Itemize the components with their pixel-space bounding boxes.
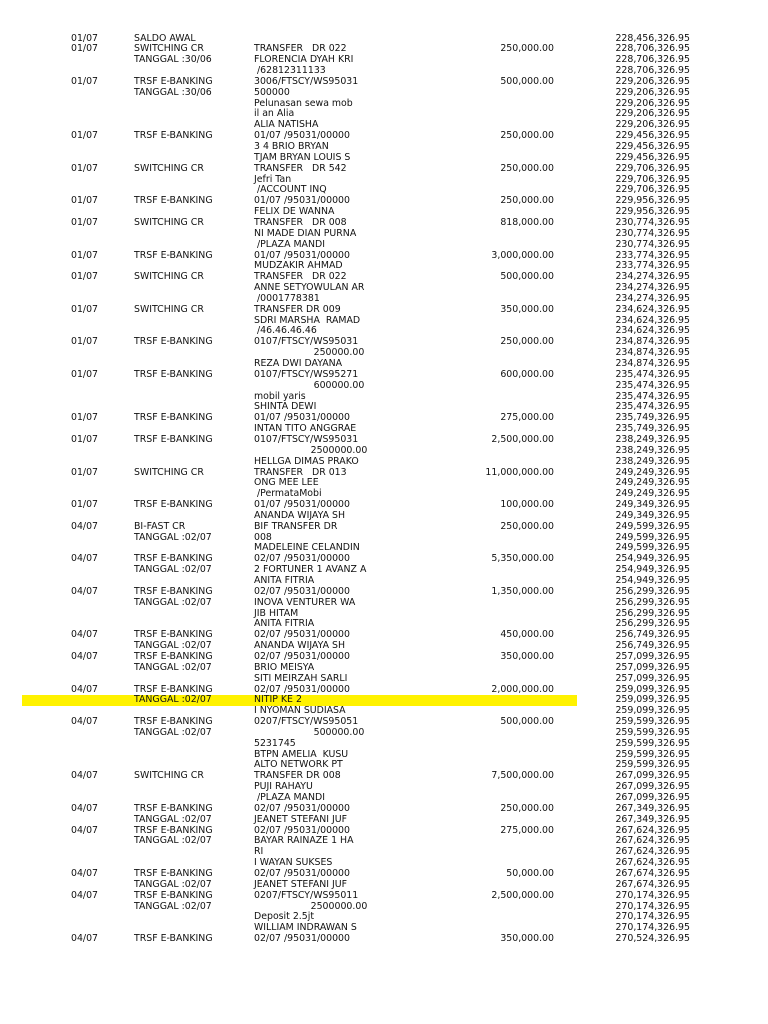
- transaction-description: WILLIAM INDRAWAN S: [254, 922, 357, 934]
- transaction-amount: 1,350,000.00: [491, 585, 554, 597]
- running-balance: 234,624,326.95: [615, 314, 690, 326]
- running-balance: 234,274,326.95: [615, 292, 690, 304]
- running-balance: 270,174,326.95: [615, 900, 690, 912]
- transaction-amount: 275,000.00: [500, 824, 554, 836]
- transaction-date: 01/07: [71, 433, 99, 445]
- running-balance: 228,706,326.95: [615, 65, 690, 77]
- transaction-description: REZA DWI DAYANA: [254, 358, 343, 369]
- statement-row: [0, 663, 768, 674]
- transaction-amount: 350,000.00: [500, 933, 554, 945]
- running-balance: 267,624,326.95: [615, 857, 690, 869]
- transaction-type: TRSF E-BANKING: [134, 650, 213, 662]
- running-balance: 229,956,326.95: [615, 195, 690, 207]
- running-balance: 238,249,326.95: [615, 444, 690, 456]
- transaction-amount: 350,000.00: [500, 303, 554, 315]
- statement-row: [0, 891, 768, 902]
- transaction-description: 2500000.00: [254, 900, 368, 912]
- transaction-amount: 250,000.00: [500, 802, 554, 814]
- transaction-amount: 818,000.00: [500, 216, 554, 228]
- transaction-amount: 350,000.00: [500, 650, 554, 662]
- transaction-date: 01/07: [71, 32, 99, 44]
- statement-row: [0, 598, 768, 609]
- transaction-description: BIF TRANSFER DR: [254, 520, 338, 532]
- transaction-type: TRSF E-BANKING: [134, 130, 213, 142]
- running-balance: 267,674,326.95: [615, 867, 690, 879]
- transaction-type: TANGGAL :30/06: [134, 54, 212, 66]
- transaction-date: 04/07: [71, 553, 99, 565]
- transaction-date: 01/07: [71, 271, 99, 283]
- running-balance: 256,299,326.95: [615, 618, 690, 630]
- transaction-amount: 250,000.00: [500, 130, 554, 142]
- running-balance: 254,949,326.95: [615, 575, 690, 586]
- transaction-date: 01/07: [71, 43, 99, 55]
- transaction-description: NI MADE DIAN PURNA: [254, 227, 357, 239]
- transaction-description: 0107/FTSCY/WS95031: [254, 336, 359, 348]
- running-balance: 229,456,326.95: [615, 141, 690, 152]
- running-balance: 234,874,326.95: [615, 347, 690, 359]
- transaction-description: JIB HITAM: [254, 607, 299, 619]
- transaction-date: 04/07: [71, 683, 99, 695]
- transaction-type: TRSF E-BANKING: [134, 683, 213, 695]
- transaction-amount: 250,000.00: [500, 520, 554, 532]
- transaction-description: 01/07 /95031/00000: [254, 412, 350, 424]
- transaction-description: ALIA NATISHA: [254, 119, 319, 131]
- transaction-type: TRSF E-BANKING: [134, 585, 213, 597]
- running-balance: 259,599,326.95: [615, 759, 690, 771]
- transaction-type: SWITCHING CR: [134, 770, 204, 782]
- transaction-description: BRIO MEISYA: [254, 661, 315, 673]
- running-balance: 267,624,326.95: [615, 846, 690, 858]
- running-balance: 267,349,326.95: [615, 813, 690, 825]
- running-balance: 257,099,326.95: [615, 672, 690, 684]
- running-balance: 238,249,326.95: [615, 455, 690, 467]
- transaction-description: ALTO NETWORK PT: [254, 759, 343, 771]
- transaction-description: ANANDA WIJAYA SH: [254, 509, 346, 521]
- running-balance: 230,774,326.95: [615, 238, 690, 250]
- transaction-description: ANANDA WIJAYA SH: [254, 640, 346, 652]
- running-balance: 259,599,326.95: [615, 737, 690, 749]
- running-balance: 233,774,326.95: [615, 249, 690, 261]
- transaction-description: 5231745: [254, 737, 296, 749]
- transaction-type: TRSF E-BANKING: [134, 802, 213, 814]
- transaction-date: 04/07: [71, 629, 99, 641]
- statement-row: [0, 815, 768, 826]
- transaction-date: 01/07: [71, 216, 99, 228]
- transaction-description: 3 4 BRIO BRYAN: [254, 141, 329, 152]
- transaction-type: SWITCHING CR: [134, 271, 204, 283]
- running-balance: 270,174,326.95: [615, 911, 690, 923]
- running-balance: 234,874,326.95: [615, 336, 690, 348]
- transaction-description: 2 FORTUNER 1 AVANZ A: [254, 564, 367, 576]
- running-balance: 229,706,326.95: [615, 184, 690, 196]
- running-balance: 235,749,326.95: [615, 412, 690, 424]
- transaction-amount: 250,000.00: [500, 43, 554, 55]
- running-balance: 256,299,326.95: [615, 596, 690, 608]
- running-balance: 235,474,326.95: [615, 390, 690, 402]
- running-balance: 230,774,326.95: [615, 216, 690, 228]
- transaction-description: 0107/FTSCY/WS95031: [254, 433, 359, 445]
- transaction-description: NITIP KE 2: [254, 694, 302, 706]
- running-balance: 233,774,326.95: [615, 260, 690, 272]
- running-balance: 235,474,326.95: [615, 401, 690, 413]
- running-balance: 270,174,326.95: [615, 922, 690, 934]
- transaction-description: TJAM BRYAN LOUIS S: [254, 151, 351, 163]
- running-balance: 256,299,326.95: [615, 585, 690, 597]
- running-balance: 228,706,326.95: [615, 54, 690, 66]
- transaction-description: il an Alia: [254, 108, 295, 120]
- running-balance: 254,949,326.95: [615, 553, 690, 565]
- running-balance: 257,099,326.95: [615, 661, 690, 673]
- transaction-description: MADELEINE CELANDIN: [254, 542, 360, 554]
- transaction-description: PUJI RAHAYU: [254, 781, 313, 793]
- transaction-type: SWITCHING CR: [134, 466, 204, 478]
- transaction-description: I NYOMAN SUDIASA: [254, 705, 346, 717]
- transaction-type: TRSF E-BANKING: [134, 553, 213, 565]
- running-balance: 259,599,326.95: [615, 748, 690, 760]
- transaction-date: 01/07: [71, 75, 99, 87]
- statement-row: [0, 739, 768, 750]
- statement-row: [0, 381, 768, 392]
- running-balance: 234,624,326.95: [615, 325, 690, 337]
- transaction-type: TRSF E-BANKING: [134, 629, 213, 641]
- transaction-date: 04/07: [71, 889, 99, 901]
- transaction-description: ONG MEE LEE: [254, 477, 319, 489]
- transaction-description: I WAYAN SUKSES: [254, 857, 333, 869]
- running-balance: 270,524,326.95: [615, 933, 690, 945]
- running-balance: 270,174,326.95: [615, 889, 690, 901]
- statement-row: [0, 522, 768, 533]
- transaction-description: 02/07 /95031/00000: [254, 802, 350, 814]
- transaction-description: JEANET STEFANI JUF: [254, 878, 348, 890]
- transaction-type: TANGGAL :02/07: [134, 596, 212, 608]
- statement-row: [0, 229, 768, 240]
- running-balance: 267,099,326.95: [615, 792, 690, 803]
- transaction-amount: 450,000.00: [500, 629, 554, 641]
- running-balance: 249,249,326.95: [615, 477, 690, 489]
- transaction-type: TANGGAL :02/07: [134, 640, 212, 652]
- transaction-amount: 3,000,000.00: [491, 249, 554, 261]
- transaction-type: TRSF E-BANKING: [134, 867, 213, 879]
- transaction-type: SWITCHING CR: [134, 162, 204, 174]
- running-balance: 249,599,326.95: [615, 531, 690, 543]
- transaction-description: BTPN AMELIA KUSU: [254, 748, 349, 760]
- transaction-type: TRSF E-BANKING: [134, 336, 213, 348]
- transaction-type: TRSF E-BANKING: [134, 824, 213, 836]
- running-balance: 238,249,326.95: [615, 433, 690, 445]
- transaction-type: TANGGAL :02/07: [134, 878, 212, 890]
- running-balance: 256,749,326.95: [615, 640, 690, 652]
- statement-row: [0, 305, 768, 316]
- transaction-description: Pelunasan sewa mob: [254, 97, 353, 109]
- statement-row: [0, 240, 768, 251]
- transaction-description: 02/07 /95031/00000: [254, 867, 350, 879]
- transaction-amount: 2,500,000.00: [491, 889, 554, 901]
- transaction-date: 04/07: [71, 933, 99, 945]
- transaction-description: JEANET STEFANI JUF: [254, 813, 348, 825]
- statement-row: [0, 674, 768, 685]
- transaction-type: TANGGAL :02/07: [134, 531, 212, 543]
- running-balance: 259,599,326.95: [615, 716, 690, 728]
- transaction-date: 01/07: [71, 303, 99, 315]
- running-balance: 229,456,326.95: [615, 151, 690, 163]
- transaction-type: BI-FAST CR: [134, 520, 186, 532]
- running-balance: 229,706,326.95: [615, 162, 690, 174]
- transaction-description: 01/07 /95031/00000: [254, 499, 350, 511]
- running-balance: 267,099,326.95: [615, 770, 690, 782]
- transaction-date: 04/07: [71, 520, 99, 532]
- running-balance: 234,624,326.95: [615, 303, 690, 315]
- transaction-description: /PLAZA MANDI: [254, 792, 325, 803]
- transaction-description: 0107/FTSCY/WS95271: [254, 368, 359, 380]
- running-balance: 235,474,326.95: [615, 379, 690, 391]
- statement-row: [0, 164, 768, 175]
- transaction-type: TRSF E-BANKING: [134, 195, 213, 207]
- transaction-date: 01/07: [71, 499, 99, 511]
- transaction-date: 01/07: [71, 162, 99, 174]
- transaction-description: FLORENCIA DYAH KRI: [254, 54, 354, 66]
- running-balance: 229,956,326.95: [615, 206, 690, 218]
- running-balance: 229,206,326.95: [615, 97, 690, 109]
- transaction-amount: 250,000.00: [500, 195, 554, 207]
- transaction-amount: 600,000.00: [500, 368, 554, 380]
- transaction-description: 02/07 /95031/00000: [254, 629, 350, 641]
- transaction-amount: 250,000.00: [500, 162, 554, 174]
- transaction-description: 500000: [254, 86, 290, 98]
- transaction-amount: 11,000,000.00: [485, 466, 554, 478]
- transaction-description: 02/07 /95031/00000: [254, 683, 350, 695]
- running-balance: 235,474,326.95: [615, 368, 690, 380]
- transaction-description: /ACCOUNT INQ: [254, 184, 327, 196]
- transaction-amount: 500,000.00: [500, 716, 554, 728]
- transaction-amount: 500,000.00: [500, 271, 554, 283]
- transaction-type: SALDO AWAL: [134, 32, 196, 44]
- transaction-description: TRANSFER DR 009: [254, 303, 341, 315]
- transaction-amount: 250,000.00: [500, 336, 554, 348]
- transaction-description: 02/07 /95031/00000: [254, 553, 350, 565]
- transaction-date: 01/07: [71, 412, 99, 424]
- transaction-description: SDRI MARSHA RAMAD: [254, 314, 361, 326]
- transaction-description: 02/07 /95031/00000: [254, 824, 350, 836]
- transaction-date: 01/07: [71, 466, 99, 478]
- transaction-date: 04/07: [71, 585, 99, 597]
- transaction-description: 02/07 /95031/00000: [254, 933, 350, 945]
- statement-row: [0, 88, 768, 99]
- transaction-type: TANGGAL :02/07: [134, 726, 212, 738]
- transaction-amount: 500,000.00: [500, 75, 554, 87]
- transaction-amount: 2,500,000.00: [491, 433, 554, 445]
- transaction-description: 01/07 /95031/00000: [254, 249, 350, 261]
- transaction-description: BAYAR RAINAZE 1 HA: [254, 835, 354, 847]
- transaction-date: 01/07: [71, 336, 99, 348]
- transaction-type: TANGGAL :02/07: [134, 564, 212, 576]
- running-balance: 256,299,326.95: [615, 607, 690, 619]
- running-balance: 229,206,326.95: [615, 75, 690, 87]
- transaction-description: /46.46.46.46: [254, 325, 317, 337]
- transaction-description: mobil yaris: [254, 390, 306, 402]
- transaction-type: TANGGAL :02/07: [134, 813, 212, 825]
- transaction-description: TRANSFER DR 008: [254, 216, 347, 228]
- running-balance: 267,624,326.95: [615, 835, 690, 847]
- transaction-amount: 50,000.00: [506, 867, 554, 879]
- running-balance: 259,099,326.95: [615, 694, 690, 706]
- transaction-date: 01/07: [71, 249, 99, 261]
- transaction-type: TRSF E-BANKING: [134, 889, 213, 901]
- transaction-description: TRANSFER DR 008: [254, 770, 341, 782]
- transaction-description: ANITA FITRIA: [254, 575, 315, 586]
- running-balance: 249,599,326.95: [615, 542, 690, 554]
- transaction-description: TRANSFER DR 542: [254, 162, 347, 174]
- running-balance: 234,874,326.95: [615, 358, 690, 369]
- transaction-description: INOVA VENTURER WA: [254, 596, 356, 608]
- running-balance: 228,706,326.95: [615, 43, 690, 55]
- transaction-description: Jefri Tan: [254, 173, 292, 185]
- running-balance: 229,206,326.95: [615, 119, 690, 131]
- transaction-amount: 5,350,000.00: [491, 553, 554, 565]
- statement-row: [0, 934, 768, 945]
- running-balance: 228,456,326.95: [615, 32, 690, 44]
- running-balance: 249,249,326.95: [615, 466, 690, 478]
- transaction-description: ANITA FITRIA: [254, 618, 315, 630]
- transaction-type: TANGGAL :02/07: [134, 900, 212, 912]
- transaction-date: 01/07: [71, 195, 99, 207]
- running-balance: 267,349,326.95: [615, 802, 690, 814]
- transaction-description: 01/07 /95031/00000: [254, 195, 350, 207]
- running-balance: 267,099,326.95: [615, 781, 690, 793]
- transaction-type: TRSF E-BANKING: [134, 249, 213, 261]
- transaction-description: 02/07 /95031/00000: [254, 585, 350, 597]
- transaction-date: 04/07: [71, 802, 99, 814]
- running-balance: 234,274,326.95: [615, 282, 690, 294]
- transaction-description: Deposit 2.5jt: [254, 911, 315, 923]
- statement-row: [0, 446, 768, 457]
- transaction-date: 04/07: [71, 824, 99, 836]
- transaction-amount: 275,000.00: [500, 412, 554, 424]
- running-balance: 259,099,326.95: [615, 705, 690, 717]
- transaction-description: RI: [254, 846, 264, 858]
- transaction-description: INTAN TITO ANGGRAE: [254, 423, 357, 435]
- transaction-amount: 2,000,000.00: [491, 683, 554, 695]
- transaction-date: 04/07: [71, 770, 99, 782]
- running-balance: 230,774,326.95: [615, 227, 690, 239]
- transaction-type: TANGGAL :02/07: [134, 694, 212, 706]
- transaction-date: 04/07: [71, 716, 99, 728]
- transaction-description: 0207/FTSCY/WS95011: [254, 889, 359, 901]
- running-balance: 259,099,326.95: [615, 683, 690, 695]
- transaction-date: 01/07: [71, 130, 99, 142]
- transaction-type: TRSF E-BANKING: [134, 368, 213, 380]
- transaction-description: ANNE SETYOWULAN AR: [254, 282, 365, 294]
- running-balance: 249,249,326.95: [615, 488, 690, 500]
- transaction-description: 3006/FTSCY/WS95031: [254, 75, 359, 87]
- transaction-type: TANGGAL :02/07: [134, 661, 212, 673]
- running-balance: 229,456,326.95: [615, 130, 690, 142]
- running-balance: 256,749,326.95: [615, 629, 690, 641]
- transaction-description: /PermataMobi: [254, 488, 322, 500]
- transaction-type: TRSF E-BANKING: [134, 933, 213, 945]
- transaction-description: 250000.00: [254, 347, 365, 359]
- running-balance: 229,206,326.95: [615, 108, 690, 120]
- transaction-type: TRSF E-BANKING: [134, 433, 213, 445]
- transaction-description: SITI MEIRZAH SARLI: [254, 672, 348, 684]
- transaction-description: SHINTA DEWI: [254, 401, 317, 413]
- transaction-description: /62812311133: [254, 65, 326, 77]
- transaction-description: 0207/FTSCY/WS95051: [254, 716, 359, 728]
- transaction-description: FELIX DE WANNA: [254, 206, 335, 218]
- transaction-description: 500000.00: [254, 726, 365, 738]
- running-balance: 249,349,326.95: [615, 499, 690, 511]
- running-balance: 254,949,326.95: [615, 564, 690, 576]
- transaction-date: 04/07: [71, 867, 99, 879]
- transaction-description: HELLGA DIMAS PRAKO: [254, 455, 359, 467]
- statement-row: [0, 880, 768, 891]
- transaction-type: TRSF E-BANKING: [134, 716, 213, 728]
- transaction-type: TRSF E-BANKING: [134, 412, 213, 424]
- running-balance: 249,349,326.95: [615, 509, 690, 521]
- transaction-date: 01/07: [71, 368, 99, 380]
- transaction-description: TRANSFER DR 022: [254, 271, 347, 283]
- transaction-type: SWITCHING CR: [134, 303, 204, 315]
- transaction-description: /0001778381: [254, 292, 320, 304]
- transaction-type: TRSF E-BANKING: [134, 499, 213, 511]
- running-balance: 267,624,326.95: [615, 824, 690, 836]
- transaction-description: MUDZAKIR AHMAD: [254, 260, 343, 272]
- transaction-description: TRANSFER DR 022: [254, 43, 347, 55]
- transaction-amount: 100,000.00: [500, 499, 554, 511]
- transaction-description: 01/07 /95031/00000: [254, 130, 350, 142]
- transaction-type: TANGGAL :30/06: [134, 86, 212, 98]
- running-balance: 229,206,326.95: [615, 86, 690, 98]
- transaction-amount: 7,500,000.00: [491, 770, 554, 782]
- running-balance: 229,706,326.95: [615, 173, 690, 185]
- transaction-description: 2500000.00: [254, 444, 368, 456]
- transaction-date: 04/07: [71, 650, 99, 662]
- transaction-type: SWITCHING CR: [134, 43, 204, 55]
- transaction-description: TRANSFER DR 013: [254, 466, 347, 478]
- running-balance: 257,099,326.95: [615, 650, 690, 662]
- transaction-description: 02/07 /95031/00000: [254, 650, 350, 662]
- transaction-description: 600000.00: [254, 379, 365, 391]
- running-balance: 259,599,326.95: [615, 726, 690, 738]
- transaction-description: /PLAZA MANDI: [254, 238, 325, 250]
- running-balance: 249,599,326.95: [615, 520, 690, 532]
- transaction-type: TANGGAL :02/07: [134, 835, 212, 847]
- statement-row: [0, 457, 768, 468]
- running-balance: 234,274,326.95: [615, 271, 690, 283]
- transaction-type: SWITCHING CR: [134, 216, 204, 228]
- transaction-type: TRSF E-BANKING: [134, 75, 213, 87]
- transaction-description: 008: [254, 531, 272, 543]
- running-balance: 235,749,326.95: [615, 423, 690, 435]
- running-balance: 267,674,326.95: [615, 878, 690, 890]
